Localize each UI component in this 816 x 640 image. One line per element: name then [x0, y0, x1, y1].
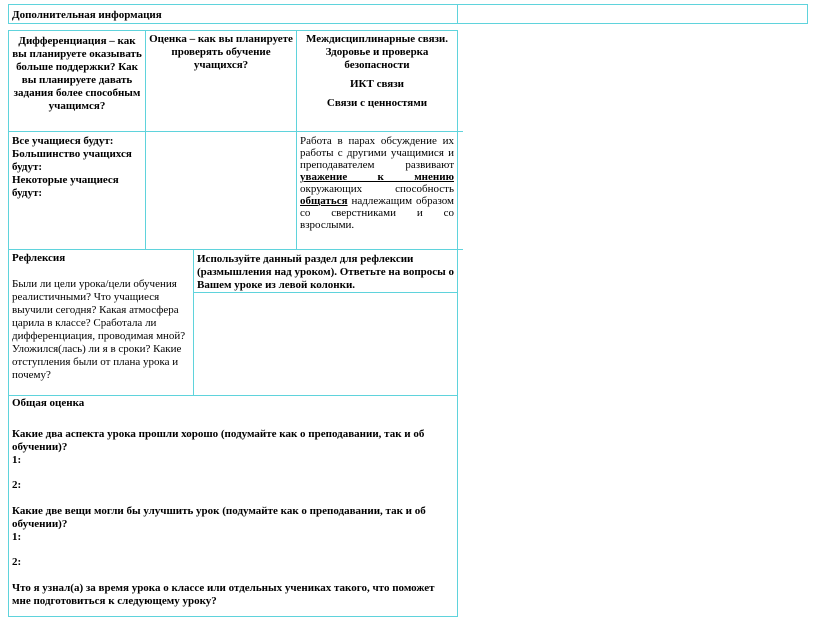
summary-cell	[8, 395, 458, 617]
summary-q1-answer-2: 2:	[12, 479, 22, 491]
links-text-1: Работа в парах обсуждение их работы с другими учащимися и преподавателем развивают	[300, 135, 454, 171]
summary-q2-answer-1: 1:	[12, 531, 22, 543]
links-header-cell	[296, 30, 458, 132]
summary-q1-answer-1: 1:	[12, 454, 22, 466]
summary-title: Общая оценка	[12, 397, 85, 409]
links-emph-respect: уважение к мнению	[300, 171, 454, 183]
links-text-3: надлежащим образом со сверстниками и со взрослыми.	[300, 195, 454, 231]
assessment-value-cell	[145, 131, 297, 250]
reflection-cell	[8, 249, 194, 396]
values-header: Связи с ценностями	[326, 97, 428, 109]
reflection-title: Рефлексия	[12, 252, 66, 264]
summary-question-3: Что я узнал(а) за время урока о классе или отдельных учениках такого, что поможет мне подготовиться к следующему уроку?	[12, 582, 435, 607]
links-emph-communicate: общаться	[300, 195, 348, 207]
assessment-header: Оценка – как вы планируете проверять обучение учащихся?	[149, 33, 293, 71]
reflection-instruction-cell	[193, 249, 458, 293]
summary-question-2: Какие две вещи могли бы улучшить урок (подумайте как о преподавании, так и об обучении)?	[12, 505, 426, 530]
reflection-questions: Были ли цели урока/цели обучения реалистичными? Что учащиеся выучили сегодня? Какая атмосфера царила в классе? Сработала ли дифференциация, проводимая мной? Уложился(лась) ли я в сроки? Какие отступления были от плана урока и почему?	[12, 278, 186, 381]
most-learners: Большинство учащихся будут:	[12, 148, 132, 173]
summary-question-1: Какие два аспекта урока прошли хорошо (подумайте как о преподавании, так и об обучении)?	[12, 428, 425, 453]
learners-cell	[8, 131, 146, 250]
interdisciplinary-header: Междисциплинарные связи. Здоровье и проверка безопасности	[305, 33, 449, 71]
some-learners: Некоторые учащиеся будут:	[12, 174, 119, 199]
reflection-answer-cell[interactable]	[193, 292, 458, 396]
header-title: Дополнительная информация	[12, 9, 162, 21]
ict-header: ИКТ связи	[349, 78, 404, 90]
links-text-2: окружающих способность	[300, 183, 454, 195]
differentiation-header-cell	[8, 30, 146, 132]
row2-right-empty	[457, 131, 463, 250]
differentiation-header: Дифференциация – как вы планируете оказывать больше поддержки? Как вы планируете давать задания более способным учащимся?	[12, 35, 142, 112]
all-learners: Все учащиеся будут:	[12, 135, 114, 147]
header-title-cell	[8, 4, 458, 24]
assessment-header-cell	[145, 30, 297, 132]
links-value-cell	[296, 131, 458, 250]
reflection-instruction: Используйте данный раздел для рефлексии (размышления над уроком). Ответьте на вопросы о Вашем уроке из левой колонки.	[197, 253, 455, 291]
header-right-cell	[457, 4, 808, 24]
summary-q2-answer-2: 2:	[12, 556, 22, 568]
